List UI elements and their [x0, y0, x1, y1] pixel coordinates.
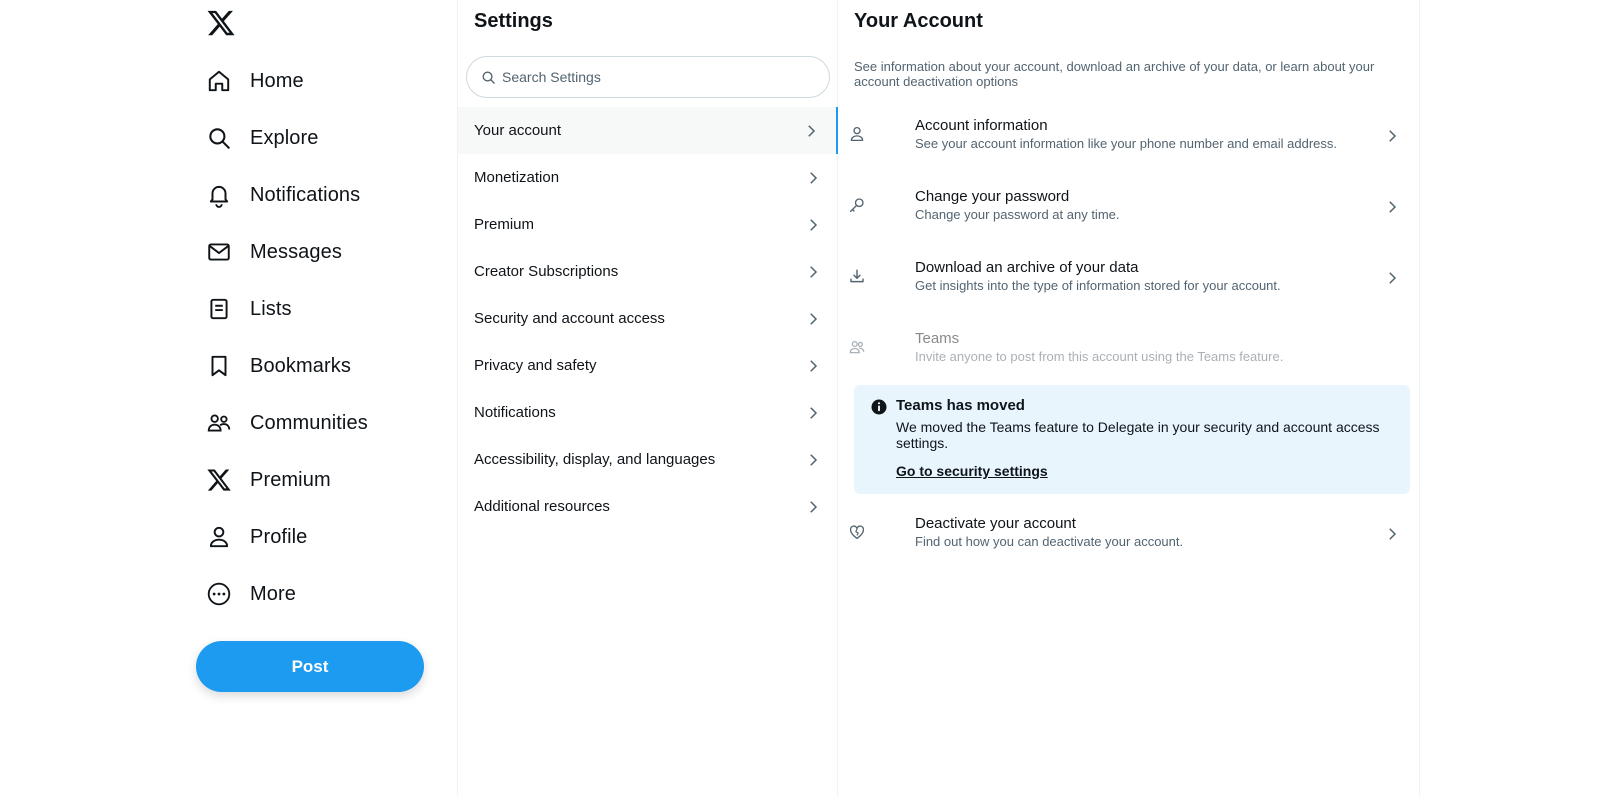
search-box[interactable] [466, 56, 830, 98]
nav-item-label: Premium [250, 468, 331, 491]
chevron-right-icon [1383, 127, 1401, 145]
chevron-right-icon [1383, 198, 1401, 216]
teams-moved-notice [854, 385, 1410, 494]
account-information-item[interactable] [838, 103, 1420, 173]
nav-item-notifications[interactable] [196, 170, 374, 220]
list-icon [206, 296, 232, 322]
info-icon [870, 398, 888, 416]
change-password-item[interactable] [838, 174, 1420, 244]
nav-item-label: Communities [250, 411, 368, 434]
settings-item-your-account[interactable] [458, 107, 838, 154]
settings-item-accessibility[interactable] [458, 436, 838, 483]
nav-item-label: Lists [250, 297, 292, 320]
envelope-icon [206, 239, 232, 265]
item-subtitle: Find out how you can deactivate your account. [915, 534, 1184, 549]
chevron-right-icon [804, 169, 822, 187]
chevron-right-icon [804, 451, 822, 469]
bookmark-icon [206, 353, 232, 379]
nav-item-lists[interactable] [196, 284, 306, 334]
download-icon [848, 267, 868, 287]
settings-item-label: Security and account access [474, 310, 665, 327]
search-icon [206, 125, 232, 151]
settings-item-additional-resources[interactable] [458, 483, 838, 530]
nav-item-label: Messages [250, 240, 342, 263]
nav-item-label: More [250, 582, 296, 605]
settings-item-label: Accessibility, display, and languages [474, 451, 716, 468]
settings-item-privacy[interactable] [458, 342, 838, 389]
settings-item-label: Creator Subscriptions [474, 263, 619, 280]
person-icon [848, 125, 868, 145]
item-subtitle: Change your password at any time. [915, 207, 1120, 222]
nav-item-bookmarks[interactable] [196, 341, 365, 391]
chevron-right-icon [802, 122, 820, 140]
nav-item-communities[interactable] [196, 398, 382, 448]
settings-item-notifications[interactable] [458, 389, 838, 436]
settings-panel [458, 0, 838, 796]
settings-item-label: Additional resources [474, 498, 610, 515]
nav-item-label: Home [250, 69, 304, 92]
bell-icon [206, 182, 232, 208]
item-title: Deactivate your account [915, 515, 1076, 532]
nav-item-home[interactable] [196, 56, 318, 106]
item-subtitle: Get insights into the type of information stored for your account. [915, 278, 1281, 293]
account-title: Your Account [854, 10, 983, 32]
more-circle-icon [206, 581, 232, 607]
primary-nav [0, 0, 458, 796]
nav-item-explore[interactable] [196, 113, 333, 163]
item-title: Teams [915, 330, 960, 347]
download-archive-item[interactable] [838, 245, 1420, 315]
chevron-right-icon [1383, 269, 1401, 287]
chevron-right-icon [804, 498, 822, 516]
settings-item-security[interactable] [458, 295, 838, 342]
nav-item-profile[interactable] [196, 512, 321, 562]
nav-item-label: Profile [250, 525, 308, 548]
settings-item-label: Privacy and safety [474, 357, 597, 374]
nav-item-messages[interactable] [196, 227, 356, 277]
key-icon [848, 196, 868, 216]
x-logo-icon[interactable] [206, 8, 236, 38]
communities-icon [206, 410, 232, 436]
chevron-right-icon [804, 310, 822, 328]
settings-item-premium[interactable] [458, 201, 838, 248]
x-icon [206, 467, 232, 493]
post-button[interactable]: Post [196, 641, 424, 692]
settings-item-monetization[interactable] [458, 154, 838, 201]
home-icon [206, 68, 232, 94]
chevron-right-icon [804, 263, 822, 281]
nav-item-label: Explore [250, 126, 319, 149]
settings-title: Settings [474, 10, 553, 32]
item-title: Change your password [915, 188, 1070, 205]
account-panel [838, 0, 1420, 796]
chevron-right-icon [804, 404, 822, 422]
notice-title: Teams has moved [896, 397, 1025, 414]
settings-item-label: Notifications [474, 404, 556, 421]
nav-item-label: Bookmarks [250, 354, 351, 377]
nav-item-more[interactable] [196, 569, 310, 619]
settings-item-creator-subscriptions[interactable] [458, 248, 838, 295]
settings-item-label: Premium [474, 216, 535, 233]
go-to-security-settings-link[interactable]: Go to security settings [896, 463, 1048, 479]
item-title: Account information [915, 117, 1048, 134]
settings-item-label: Monetization [474, 169, 560, 186]
chevron-right-icon [804, 357, 822, 375]
settings-item-label: Your account [474, 122, 562, 139]
chevron-right-icon [1383, 525, 1401, 543]
person-icon [206, 524, 232, 550]
nav-item-premium[interactable] [196, 455, 345, 505]
nav-item-label: Notifications [250, 183, 361, 206]
search-icon [481, 70, 496, 85]
notice-body: We moved the Teams feature to Delegate in your security and account access settings. [896, 419, 1380, 451]
search-input[interactable] [502, 69, 802, 85]
item-subtitle: Invite anyone to post from this account using the Teams feature. [915, 349, 1284, 364]
people-icon [848, 338, 868, 358]
item-title: Download an archive of your data [915, 259, 1139, 276]
item-subtitle: See your account information like your phone number and email address. [915, 136, 1338, 151]
deactivate-account-item[interactable] [838, 501, 1420, 571]
chevron-right-icon [804, 216, 822, 234]
account-description: See information about your account, download an archive of your data, or learn about your account deactivation options [854, 59, 1375, 89]
teams-item [838, 316, 1420, 386]
broken-heart-icon [848, 523, 868, 543]
